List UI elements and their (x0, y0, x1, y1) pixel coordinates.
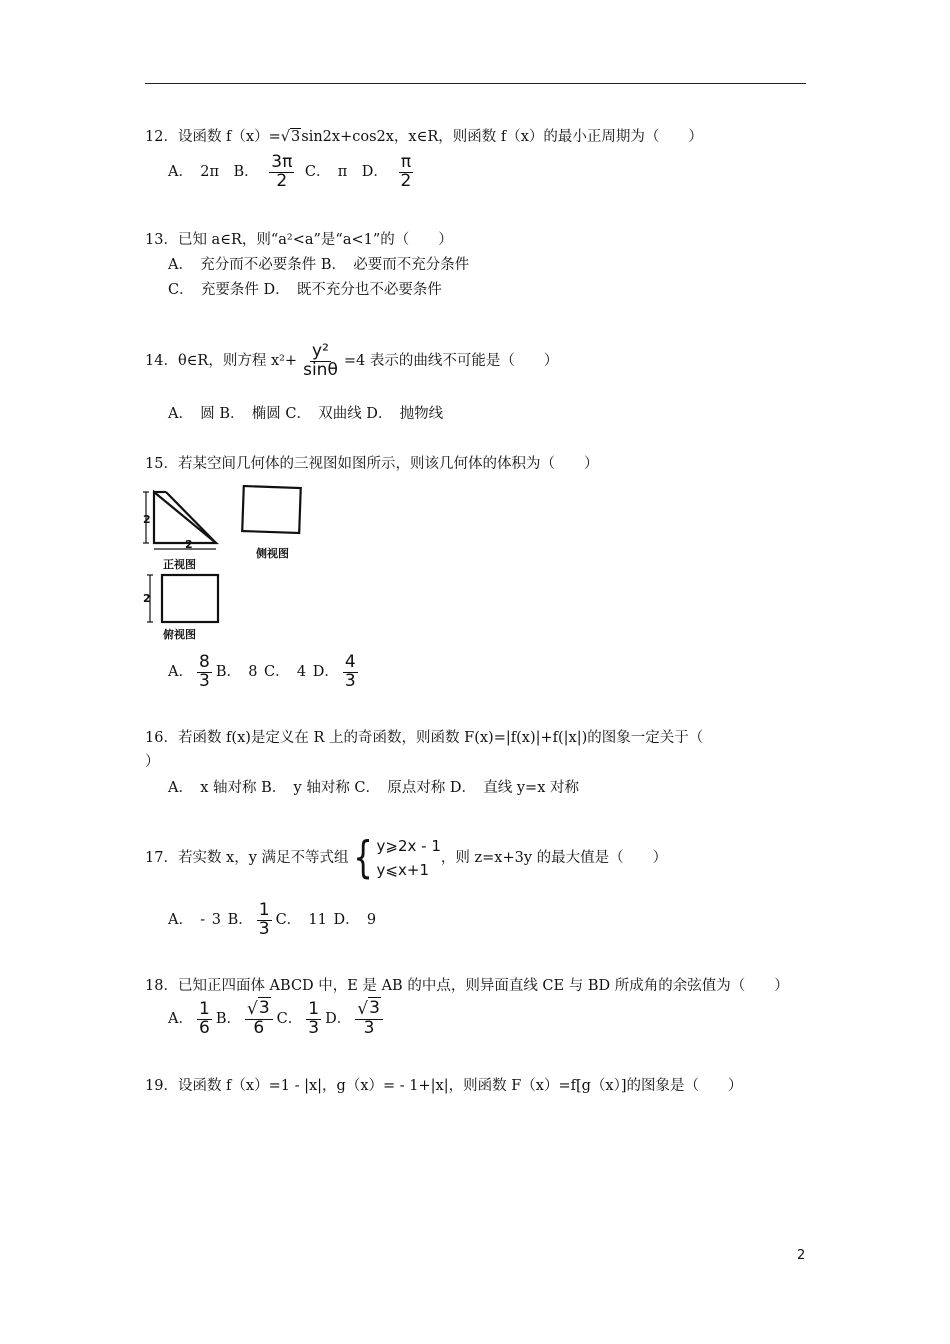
q17-stem (145, 832, 667, 884)
q13-options-line1: A． 充分而不必要条件 B． 必要而不充分条件 (168, 257, 470, 273)
q12-frac-d-num: π (400, 151, 412, 172)
q13-stem: 13．已知 a∈R，则“a²<a”是“a<1”的（ ） (145, 232, 453, 248)
q15-top-view-label: 俯视图 (163, 628, 196, 641)
q18-options (168, 997, 387, 1041)
q15-options (168, 650, 362, 694)
q18-frac-c-den: 3 (308, 1017, 320, 1038)
q18-opt-b: B． (215, 1011, 241, 1027)
q14-frac-num: y² (312, 340, 329, 361)
q15-stem: 15．若某空间几何体的三视图如图所示，则该几何体的体积为（ ） (145, 456, 599, 472)
q18-opt-c: C． (276, 1011, 303, 1027)
q15-side-view-label: 侧视图 (256, 547, 289, 560)
q15-frac-a-den: 3 (198, 670, 210, 691)
q17-left-brace: { (352, 832, 373, 883)
q17-frac-b-num: 1 (258, 899, 270, 920)
q13-options-line2: C． 充要条件 D． 既不充分也不必要条件 (168, 282, 442, 298)
q18-frac-d-radicand: 3 (369, 998, 380, 1019)
page-number: 2 (797, 1248, 806, 1263)
q15-frac-a-num: 8 (198, 651, 210, 672)
q18-frac-b-radicand: 3 (258, 998, 270, 1019)
q14-frac (301, 340, 340, 380)
q17-inequality-system (349, 834, 441, 882)
q15-frac-d-den: 3 (344, 670, 356, 691)
q18-frac-d (355, 1000, 383, 1038)
q12-frac-d-den: 2 (400, 170, 412, 191)
q14-stem-after: =4 表示的曲线不可能是（ ） (343, 353, 559, 369)
q15-frac-d (343, 651, 358, 691)
q14-options: A． 圆 B． 椭圆 C． 双曲线 D． 抛物线 (168, 406, 444, 422)
q15-front-width-label: 2 (185, 538, 193, 551)
q17-ineq-1: y⩾2x - 1 (376, 837, 441, 855)
q17-opt-rest: C． 11 D． 9 (275, 912, 377, 928)
q12-stem-after: sin2x+cos2x，x∈R，则函数 f（x）的最小正周期为（ ） (301, 129, 703, 145)
q18-stem: 18．已知正四面体 ABCD 中，E 是 AB 的中点，则异面直线 CE 与 BD 所成角的余弦值为（ ） (145, 978, 789, 994)
q17-options (168, 898, 376, 942)
q15-frac-a (197, 651, 212, 691)
q12-stem-before: 12．设函数 f（x）= (145, 129, 281, 145)
q14-stem (145, 337, 558, 385)
q18-frac-b-den: 6 (253, 1017, 265, 1038)
q18-frac-d-num: √3 (355, 1000, 383, 1020)
q16-stem-line2: ） (145, 754, 160, 770)
q14-stem-before: 14．θ∈R，则方程 x²+ (145, 353, 298, 369)
q12-frac-d (399, 151, 414, 191)
q15-top-height-label: 2 (143, 592, 151, 605)
q12-sqrt: √3 (280, 129, 301, 145)
q18-frac-a-num: 1 (198, 998, 210, 1019)
q18-frac-b-num: √3 (245, 1000, 273, 1020)
q18-frac-c (306, 998, 321, 1038)
q18-frac-d-den: 3 (363, 1017, 375, 1038)
q19-stem: 19．设函数 f（x）=1 - |x|，g（x）= - 1+|x|，则函数 F（x）=f[g（x）]的图象是（ ） (145, 1078, 743, 1094)
q15-opt-rest: B． 8 C． 4 D． (215, 664, 339, 680)
q18-frac-b (245, 1000, 273, 1038)
q18-frac-c-num: 1 (308, 998, 320, 1019)
q16-stem-line1: 16．若函数 f(x)是定义在 R 上的奇函数，则函数 F(x)=|f(x)|+f(|x|)的图象一定关于（ (145, 730, 704, 746)
q12-stem (145, 125, 703, 146)
q18-opt-a: A． (168, 1011, 193, 1027)
q18-frac-a (197, 998, 212, 1038)
q16-options: A． x 轴对称 B． y 轴对称 C． 原点对称 D． 直线 y=x 对称 (168, 780, 579, 796)
q17-ineq-2: y⩽x+1 (376, 861, 429, 879)
header-rule (145, 83, 806, 84)
q18-frac-a-den: 6 (198, 1017, 210, 1038)
q17-opt-a: A． - 3 B． (168, 912, 253, 928)
q12-opt-a: A． 2π B． (168, 164, 259, 180)
q15-front-height-label: 2 (143, 513, 151, 526)
q15-frac-d-num: 4 (344, 651, 356, 672)
q12-frac-b-den: 2 (276, 170, 288, 191)
q12-sqrt-radicand: 3 (291, 129, 301, 145)
q12-opt-c: C． π D． (304, 164, 388, 180)
q12-frac-b (269, 151, 294, 191)
q17-stem-after: ，则 z=x+3y 的最大值是（ ） (440, 850, 668, 866)
q17-frac-b (257, 899, 272, 939)
q12-frac-b-num: 3π (271, 151, 293, 172)
q12-options (168, 150, 417, 194)
q15-front-view-label: 正视图 (163, 558, 196, 571)
q17-frac-b-den: 3 (258, 918, 270, 939)
q14-frac-den: sinθ (303, 359, 338, 380)
q15-opt-a: A． (168, 664, 193, 680)
q18-opt-d: D． (325, 1011, 352, 1027)
q17-stem-before: 17．若实数 x，y 满足不等式组 (145, 850, 349, 866)
